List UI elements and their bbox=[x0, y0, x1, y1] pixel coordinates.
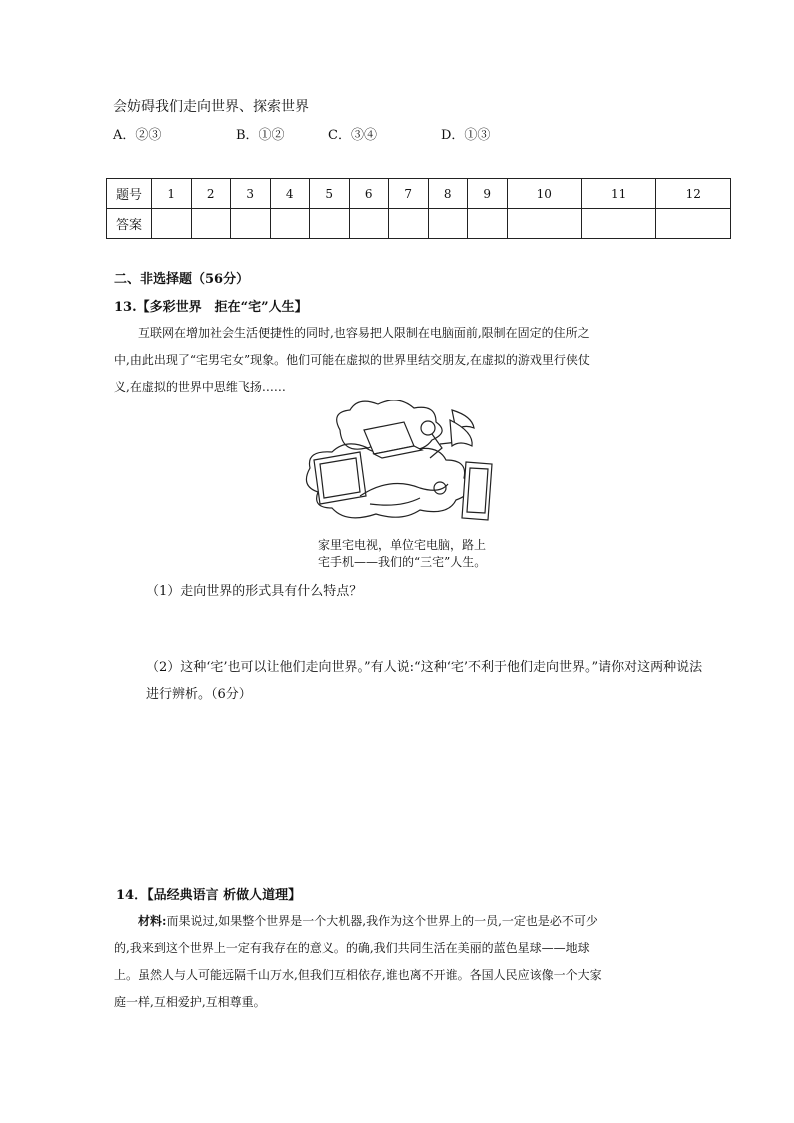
q13-line: 义,在虚拟的世界中思维飞扬…… bbox=[114, 380, 286, 394]
q14-line: 上。虽然人与人可能远隔千山万水,但我们互相依存,谁也离不开谁。各国人民应该像一个大家 bbox=[114, 968, 602, 982]
question-number: 2 bbox=[191, 179, 231, 209]
q13-title: 13.【多彩世界 拒在“宅”人生】 bbox=[114, 300, 308, 315]
option-c: C．③④ bbox=[328, 128, 377, 143]
answer-cell[interactable] bbox=[231, 209, 271, 239]
question-number: 6 bbox=[349, 179, 389, 209]
answer-cell[interactable] bbox=[468, 209, 508, 239]
question-number: 5 bbox=[310, 179, 350, 209]
answer-cell[interactable] bbox=[581, 209, 655, 239]
answer-cell[interactable] bbox=[152, 209, 192, 239]
caption-line: 宅手机——我们的“三宅”人生。 bbox=[318, 555, 487, 569]
question-number-row bbox=[107, 179, 731, 209]
q13-line: 中,由此出现了“宅男宅女”现象。他们可能在虚拟的世界里结交朋友,在虚拟的游戏里行侠仗 bbox=[114, 353, 590, 367]
question-number: 1 bbox=[152, 179, 192, 209]
question-number: 8 bbox=[428, 179, 468, 209]
question-number: 12 bbox=[656, 179, 731, 209]
answer-cell[interactable] bbox=[656, 209, 731, 239]
section-title: 二、非选择题（56分） bbox=[114, 272, 250, 287]
question-number: 3 bbox=[231, 179, 271, 209]
cartoon-illustration bbox=[300, 400, 525, 538]
answer-cell[interactable] bbox=[310, 209, 350, 239]
person-head bbox=[421, 421, 435, 435]
question-number: 7 bbox=[389, 179, 429, 209]
option-tail-text: 会妨碍我们走向世界、探索世界 bbox=[113, 99, 309, 115]
material-label: 材料: bbox=[138, 914, 167, 928]
q14-title: 14．【品经典语言 析做人道理】 bbox=[116, 888, 302, 903]
answer-cell[interactable] bbox=[428, 209, 468, 239]
answer-cell[interactable] bbox=[507, 209, 581, 239]
illustration-caption bbox=[318, 537, 486, 571]
answer-table bbox=[106, 178, 731, 239]
q13-line: 互联网在增加社会生活便捷性的同时,也容易把人限制在电脑面前,限制在固定的住所之 bbox=[138, 326, 590, 340]
caption-line: 家里宅电视，单位宅电脑，路上 bbox=[318, 538, 487, 552]
question-number: 4 bbox=[270, 179, 310, 209]
q14-line: 庭一样,互相爱护,互相尊重。 bbox=[114, 995, 266, 1009]
answer-cell[interactable] bbox=[270, 209, 310, 239]
question-number: 11 bbox=[581, 179, 655, 209]
answer-label: 答案 bbox=[107, 209, 152, 239]
q13-sub1: （1）走向世界的形式具有什么特点？ bbox=[146, 584, 363, 599]
question-number: 9 bbox=[468, 179, 508, 209]
question-number: 10 bbox=[507, 179, 581, 209]
option-d: D．①③ bbox=[441, 128, 491, 143]
q13-paragraph bbox=[114, 320, 674, 401]
answer-cell[interactable] bbox=[191, 209, 231, 239]
option-b: B．①② bbox=[236, 128, 285, 143]
question-number-label: 题号 bbox=[107, 179, 152, 209]
q14-paragraph bbox=[114, 908, 684, 1016]
answer-row bbox=[107, 209, 731, 239]
q13-sub2: （2）这种‘宅’也可以让他们走向世界。”有人说:“这种‘宅’不利于他们走向世界。”请你对这两种说法进行辨析。（6分） bbox=[146, 660, 703, 702]
option-a: A．②③ bbox=[113, 128, 162, 143]
q14-line bbox=[114, 908, 684, 935]
q14-first-text: 而果说过,如果整个世界是一个大机器,我作为这个世界上的一员,一定也是必不可少 bbox=[166, 914, 598, 928]
answer-cell[interactable] bbox=[349, 209, 389, 239]
answer-cell[interactable] bbox=[389, 209, 429, 239]
q14-line: 的,我来到这个世界上一定有我存在的意义。的确,我们共同生活在美丽的蓝色星球——地球 bbox=[114, 941, 590, 955]
